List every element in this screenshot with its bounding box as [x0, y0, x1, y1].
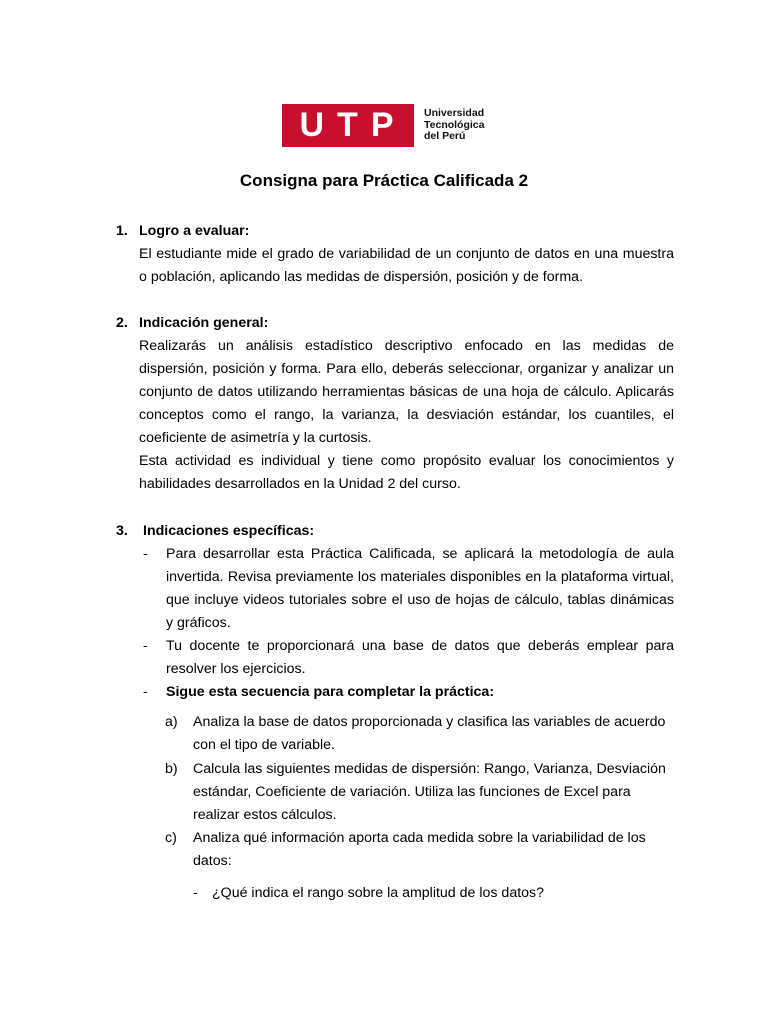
- bullet-1-text: Para desarrollar esta Práctica Calificada, se aplicará la metodología de aula invertida. Revisa previamente los materiales disponibles en la plataforma virtual, que incluye videos tutoriales sobre el uso de hojas de cálculo, tablas dinámicas y gráficos.: [166, 546, 674, 631]
- item-a-letter: a): [165, 714, 178, 730]
- section-2-paragraph-1: Realizarás un análisis estadístico descriptivo enfocado en las medidas de dispersión, posición y forma. Para ello, deberás seleccionar, organizar y analizar un conjunto de datos utilizando herramientas básicas de una hoja de cálculo. Aplicarás conceptos como el rango, la varianza, la desviación estándar, los cuantiles, el coeficiente de asimetría y la curtosis.: [139, 338, 674, 446]
- logo-letters: UTP: [282, 104, 414, 147]
- section-3-number: 3.: [116, 523, 128, 539]
- section-1-paragraph: El estudiante mide el grado de variabilidad de un conjunto de datos en una muestra o población, aplicando las medidas de dispersión, posición y de forma.: [139, 246, 674, 285]
- bullet-2-dash: -: [143, 638, 148, 654]
- bullet-3-text: Sigue esta secuencia para completar la práctica:: [166, 684, 495, 700]
- logo-line-2: Tecnológica: [424, 118, 485, 131]
- question-dash: -: [193, 885, 198, 901]
- section-2-heading: Indicación general:: [139, 315, 269, 331]
- bullet-2-text: Tu docente te proporcionará una base de datos que deberás emplear para resolver los ejercicios.: [166, 638, 674, 677]
- section-1-text: [139, 243, 674, 289]
- utp-logo: [282, 104, 484, 147]
- section-1-heading: Logro a evaluar:: [139, 223, 250, 239]
- item-a-text: Analiza la base de datos proporcionada y clasifica las variables de acuerdo con el tipo de variable.: [193, 714, 666, 753]
- section-2-text: [139, 335, 674, 496]
- page-title: Consigna para Práctica Calificada 2: [239, 171, 529, 190]
- logo-wordmark: [424, 108, 484, 143]
- bullet-1-dash: -: [143, 546, 148, 562]
- section-2-number: 2.: [116, 315, 128, 331]
- item-c-letter: c): [165, 830, 177, 846]
- section-1-number: 1.: [116, 223, 128, 239]
- question-text: ¿Qué indica el rango sobre la amplitud de los datos?: [212, 885, 545, 901]
- section-3-heading: Indicaciones específicas:: [143, 523, 315, 539]
- logo-line-1: Universidad: [424, 107, 485, 120]
- item-b-text: Calcula las siguientes medidas de dispersión: Rango, Varianza, Desviación estándar, Coeficiente de variación. Utiliza las funciones de Excel para realizar estos cálculos.: [193, 761, 666, 823]
- item-b-letter: b): [165, 761, 178, 777]
- bullet-3-dash: -: [143, 684, 148, 700]
- logo-line-3: del Perú: [424, 130, 466, 143]
- section-2-paragraph-2: Esta actividad es individual y tiene como propósito evaluar los conocimientos y habilidades desarrollados en la Unidad 2 del curso.: [139, 453, 674, 492]
- item-c-text: Analiza qué información aporta cada medida sobre la variabilidad de los datos:: [193, 830, 646, 869]
